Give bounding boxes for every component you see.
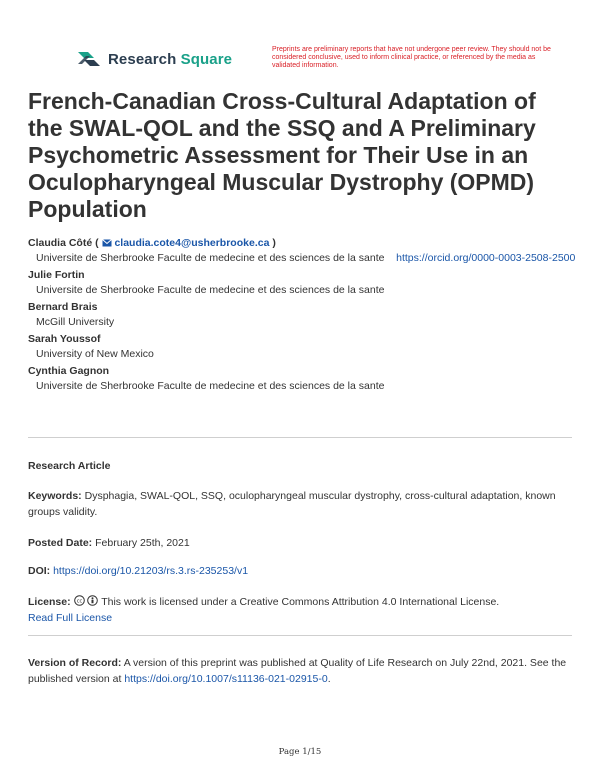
orcid-link[interactable]: https://orcid.org/0000-0003-2508-2500 xyxy=(396,252,576,264)
author-affiliation: Universite de Sherbrooke Faculte de medecine et des sciences de la sante https://orcid.org/0000-0003-2508-2500 xyxy=(36,252,576,264)
author-name: Sarah Youssof xyxy=(28,333,101,345)
svg-text:cc: cc xyxy=(76,598,82,605)
published-version-link[interactable]: https://doi.org/10.1007/s11136-021-02915-0 xyxy=(124,673,328,685)
author-name: Claudia Côté ( claudia.cote4@usherbrooke.ca ) xyxy=(28,237,276,249)
read-full-license-link[interactable]: Read Full License xyxy=(28,612,113,624)
version-of-record: Version of Record: A version of this preprint was published at Quality of Life Research on July 22nd, 2021. See the published version at https://doi.org/10.1007/s11136-021-02915-0. xyxy=(28,657,567,685)
doi-link[interactable]: https://doi.org/10.21203/rs.3.rs-235253/v1 xyxy=(53,565,249,577)
author-email-link[interactable]: claudia.cote4@usherbrooke.ca xyxy=(114,237,270,249)
research-square-logo-icon xyxy=(76,48,102,70)
page-number: Page 1/15 xyxy=(278,747,322,757)
cc-by-icon xyxy=(87,595,98,606)
author-affiliation: Universite de Sherbrooke Faculte de medecine et des sciences de la sante xyxy=(36,284,385,296)
author-name: Bernard Brais xyxy=(28,301,98,313)
envelope-icon xyxy=(102,239,112,247)
cc-icon xyxy=(74,595,85,606)
paper-title: French-Canadian Cross-Cultural Adaptation of the SWAL-QOL and the SSQ and A Preliminary Psychometric Assessment for Their Use in an Oculopharyngeal Muscular Dystrophy (OPMD) Population xyxy=(28,88,536,222)
author-affiliation: University of New Mexico xyxy=(36,348,154,360)
author-name: Cynthia Gagnon xyxy=(28,365,110,377)
author-list xyxy=(28,234,576,394)
keywords: Keywords: Dysphagia, SWAL-QOL, SSQ, oculopharyngeal muscular dystrophy, cross-cultural adaptation, known groups validity. xyxy=(28,490,556,518)
preprint-notice: Preprints are preliminary reports that have not undergone peer review. They should not be considered conclusive, used to inform clinical practice, or referenced by the media as validated information. xyxy=(272,46,551,69)
article-type: Research Article xyxy=(28,460,111,472)
author-name: Julie Fortin xyxy=(28,269,85,281)
author-affiliation: Universite de Sherbrooke Faculte de medecine et des sciences de la sante xyxy=(36,380,385,392)
divider xyxy=(28,437,572,438)
divider xyxy=(28,635,572,636)
doi: DOI: https://doi.org/10.21203/rs.3.rs-235253/v1 xyxy=(28,565,249,577)
logo-text: Research Square xyxy=(108,50,233,68)
posted-date: Posted Date: February 25th, 2021 xyxy=(28,537,190,549)
author-affiliation: McGill University xyxy=(36,316,115,328)
research-square-logo[interactable] xyxy=(76,48,232,70)
header xyxy=(76,46,576,78)
license: License: cc This work is licensed under a Creative Commons Attribution 4.0 International License. Read Full License xyxy=(28,596,500,624)
